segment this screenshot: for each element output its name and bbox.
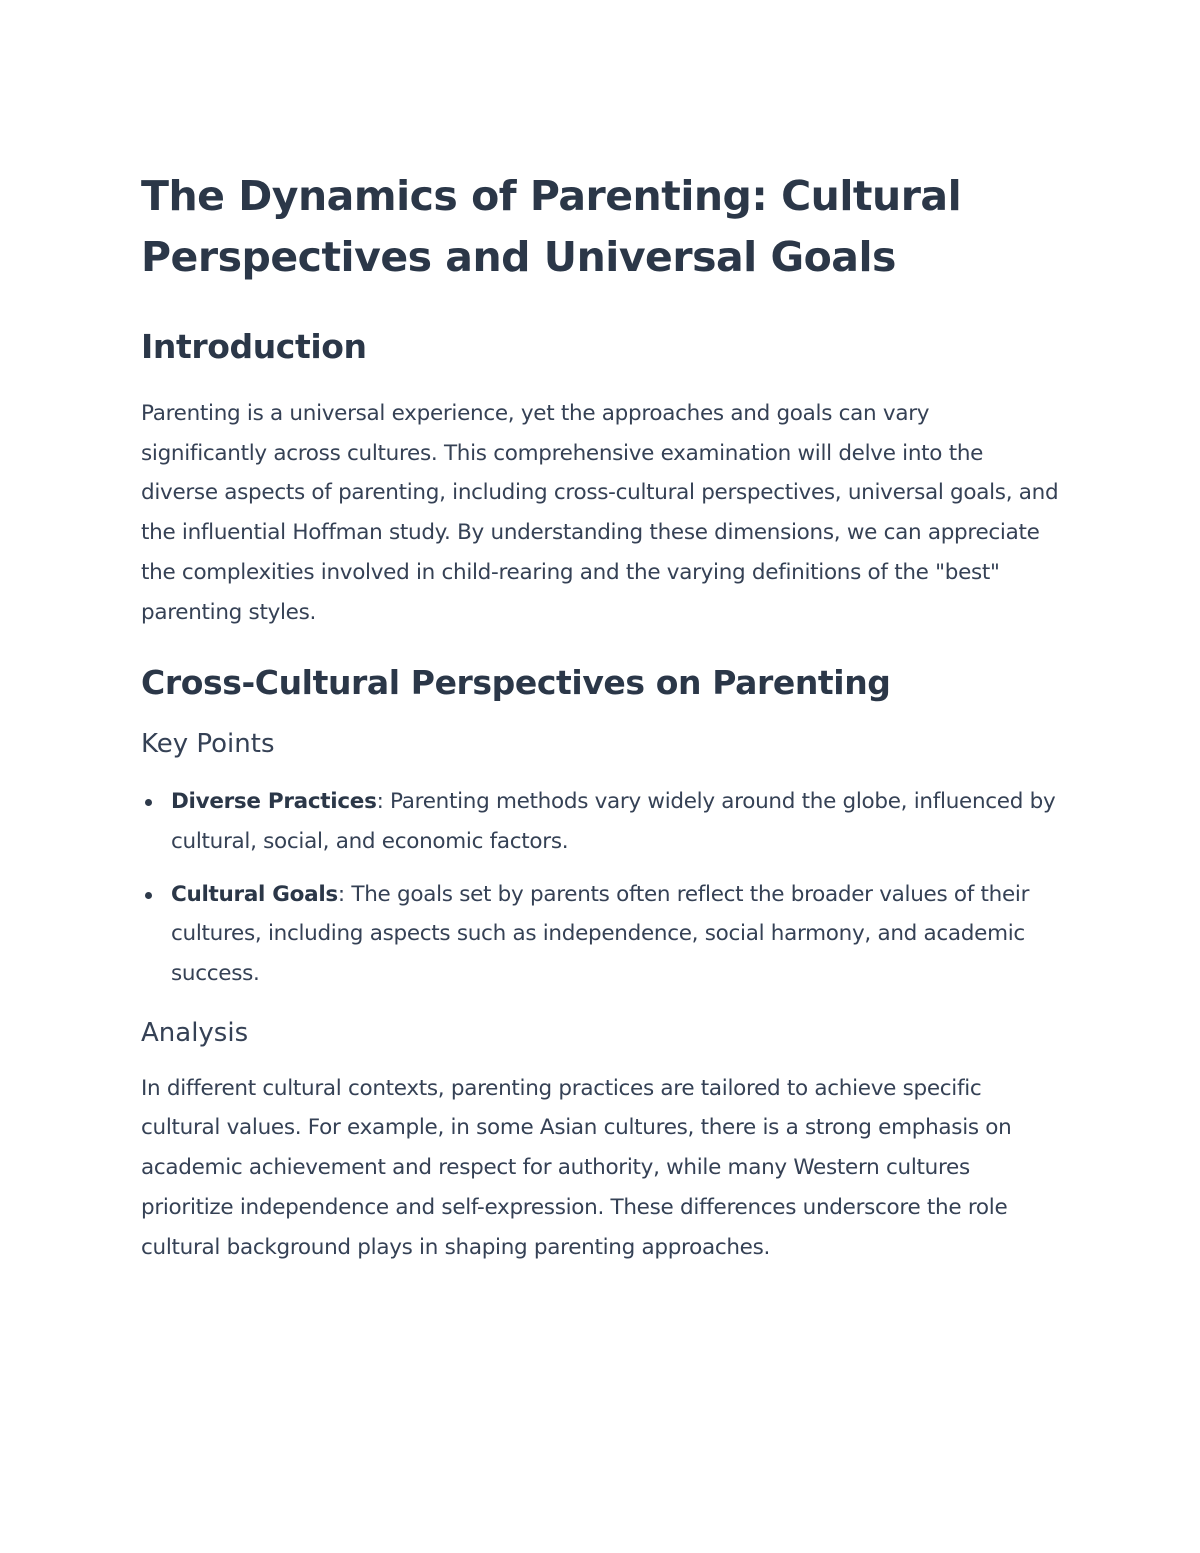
document-title: The Dynamics of Parenting: Cultural Perspectives and Universal Goals — [141, 172, 962, 281]
document-page — [141, 166, 1061, 1267]
analysis-heading: Analysis — [141, 1017, 249, 1048]
key-point-term: Diverse Practices — [171, 789, 377, 815]
key-point-term: Cultural Goals — [171, 881, 338, 907]
key-points-list — [141, 782, 1061, 994]
bullet-icon — [145, 799, 152, 806]
key-points-heading: Key Points — [141, 729, 275, 760]
key-point-text: : The goals set by parents often reflect the broader values of their cultures, including aspects such as independence, social harmony, and academic success. — [171, 881, 1030, 987]
introduction-heading: Introduction — [141, 327, 367, 366]
cross-cultural-heading: Cross-Cultural Perspectives on Parenting — [141, 663, 891, 703]
introduction-paragraph: Parenting is a universal experience, yet the approaches and goals can vary significantly across cultures. This comprehensive examination will delve into the diverse aspects of parenting, including cross-cultural perspectives, universal goals, and the influential Hoffman study. By understanding these dimensions, we can appreciate the complexities involved in child-rearing and the varying definitions of the "best" parenting styles. — [141, 401, 1059, 625]
list-item — [141, 782, 1061, 861]
key-point-text: : Parenting methods vary widely around the globe, influenced by cultural, social, and economic factors. — [171, 789, 1056, 854]
analysis-paragraph: In different cultural contexts, parenting practices are tailored to achieve specific cultural values. For example, in some Asian cultures, there is a strong emphasis on academic achievement and respect for authority, while many Western cultures prioritize independence and self-expression. These differences underscore the role cultural background plays in shaping parenting approaches. — [141, 1075, 1012, 1260]
bullet-icon — [145, 892, 152, 899]
list-item — [141, 875, 1061, 994]
